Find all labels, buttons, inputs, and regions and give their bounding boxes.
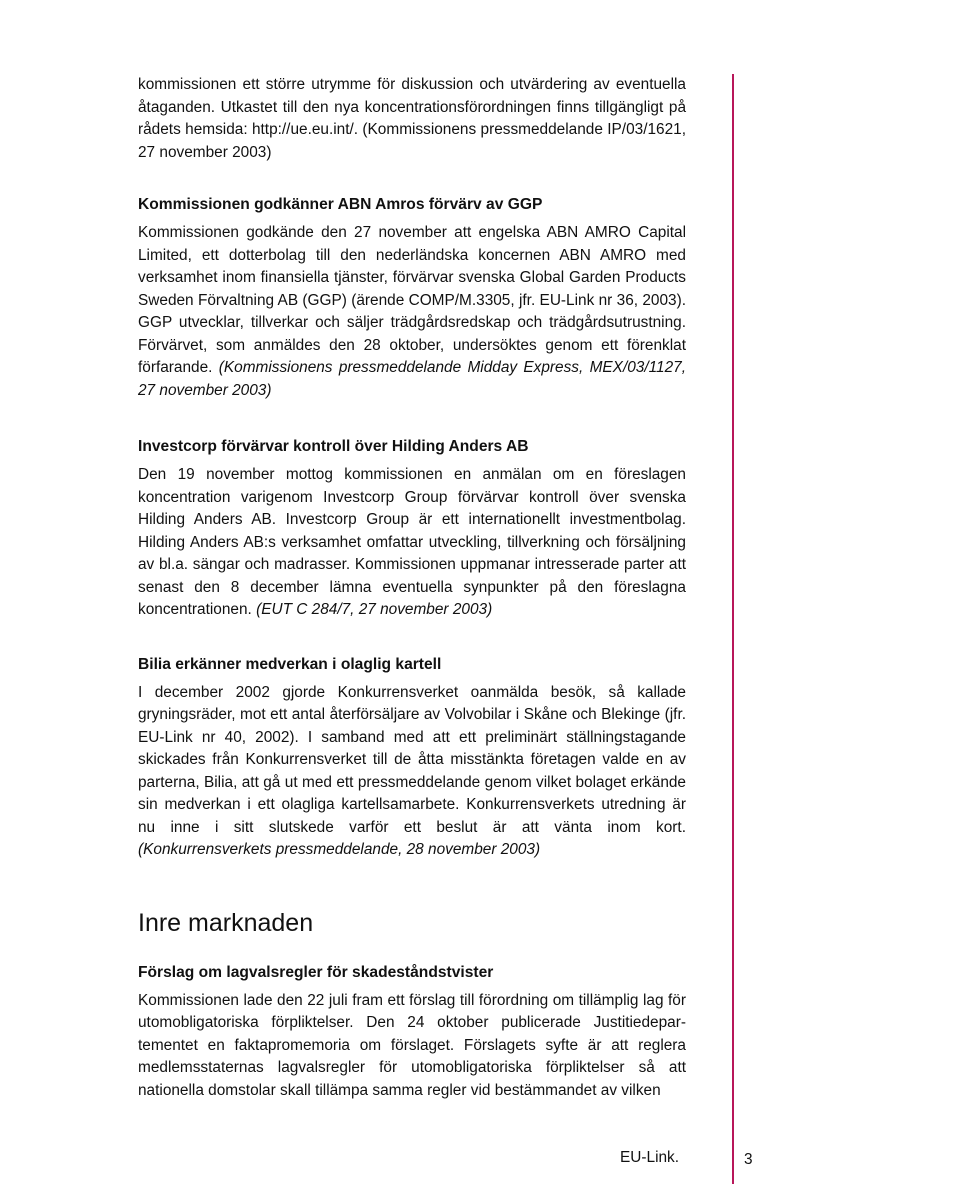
section-abn-amro-ggp — [138, 194, 686, 402]
chapter-title: Inre marknaden — [138, 908, 314, 937]
section-title: Kommissionen godkänner ABN Amros förvärv av GGP — [138, 196, 543, 213]
section-title: Investcorp förvärvar kontroll över Hilding Anders AB — [138, 438, 529, 455]
section-source: (Konkurrensverkets pressmeddelande, 28 november 2003) — [138, 841, 541, 858]
section-body — [138, 222, 686, 402]
section-body-text: Den 19 november mottog kommissionen en anmälan om en föreslagen koncentration varigenom Investcorp Group förvärvar kontroll över svenska Hilding Anders AB. Investcorp Group är ett internationellt investmentbolag. Hilding Anders AB:s verksamhet omfattar utveckling, tillverkning och försäljning av bl.a. sängar och madrasser. Kommissionen uppmanar intresserade parter att senast den 8 december lämna eventuella synpunkter på den föreslagna koncentrationen. — [138, 466, 686, 618]
section-source: (EUT C 284/7, 27 november 2003) — [256, 601, 493, 618]
section-body: Kommissionen lade den 22 juli fram ett förslag till förordning om tillämplig lag för utomobligatoriska förpliktelser. Den 24 oktober publicerade Justitiedepartementet en faktapromemoria om förslaget. Förslagets syfte är att reglera medlemsstaternas lagvalsregler för utomobligatoriska förpliktelser så att nationella domstolar skall tillämpa samma regler vid bestämmandet av vilken — [138, 991, 686, 1099]
section-body — [138, 464, 686, 622]
section-investcorp-hilding — [138, 436, 686, 622]
section-title: Bilia erkänner medverkan i olaglig kartell — [138, 655, 442, 673]
section-source: (Kommissionens pressmeddelande Midday Express, MEX/03/1127, 27 november 2003) — [138, 359, 686, 399]
intro-paragraph: kommissionen ett större utrymme för diskussion och utvärdering av eventuella åtaganden. Utkastet till den nya koncentrationsförordningen finns tillgängligt på rådets hemsida: http://ue.eu.int/. (Kommissionens pressmeddelande IP/03/1621, 27 november 2003) — [138, 76, 686, 161]
footer-brand: EU-Link. — [620, 1149, 680, 1166]
page-content — [138, 74, 686, 1102]
chapter-inre-marknaden — [138, 908, 686, 1103]
section-body-text: Kommissionen godkände den 27 november att engelska ABN AMRO Capital Limited, ett dotterbolag till den nederländska koncernen ABN AMRO med verksamhet inom finansiella tjänster, förvärvar svenska Global Garden Products Sweden Förvaltning AB (GGP) (ärende COMP/M.3305, jfr. EU-Link nr 36, 2003). GGP utvecklar, tillverkar och säljer trädgårdsredskap och trädgårdsutrustning. Förvärvet, som anmäldes den 28 oktober, undersöktes genom ett förenklat förfarande. — [138, 224, 686, 376]
page-number: 3 — [744, 1151, 753, 1168]
section-bilia-kartell — [138, 654, 686, 862]
section-title: Förslag om lagvalsregler för skadeståndstvister — [138, 963, 494, 981]
section-body-text: I december 2002 gjorde Konkurrensverket oanmälda besök, så kallade gryningsräder, mot ett antal återförsäljare av Volvobilar i Skåne och Blekinge (jfr. EU-Link nr 40, 2002). I samband med att ett preliminärt ställningstagande skickades från Konkurrensverket till de åtta misstänkta företagen valde en av parterna, Bilia, att gå ut med ett pressmeddelande genom vilket bolaget erkände sin medverkan i ett olagliga kartellsamarbete. Konkurrensverkets utredning är nu inne i sitt slutskede varför ett beslut är att vänta inom kort. — [138, 683, 686, 836]
page-margin-rule — [732, 74, 734, 1184]
section-body — [138, 682, 686, 862]
